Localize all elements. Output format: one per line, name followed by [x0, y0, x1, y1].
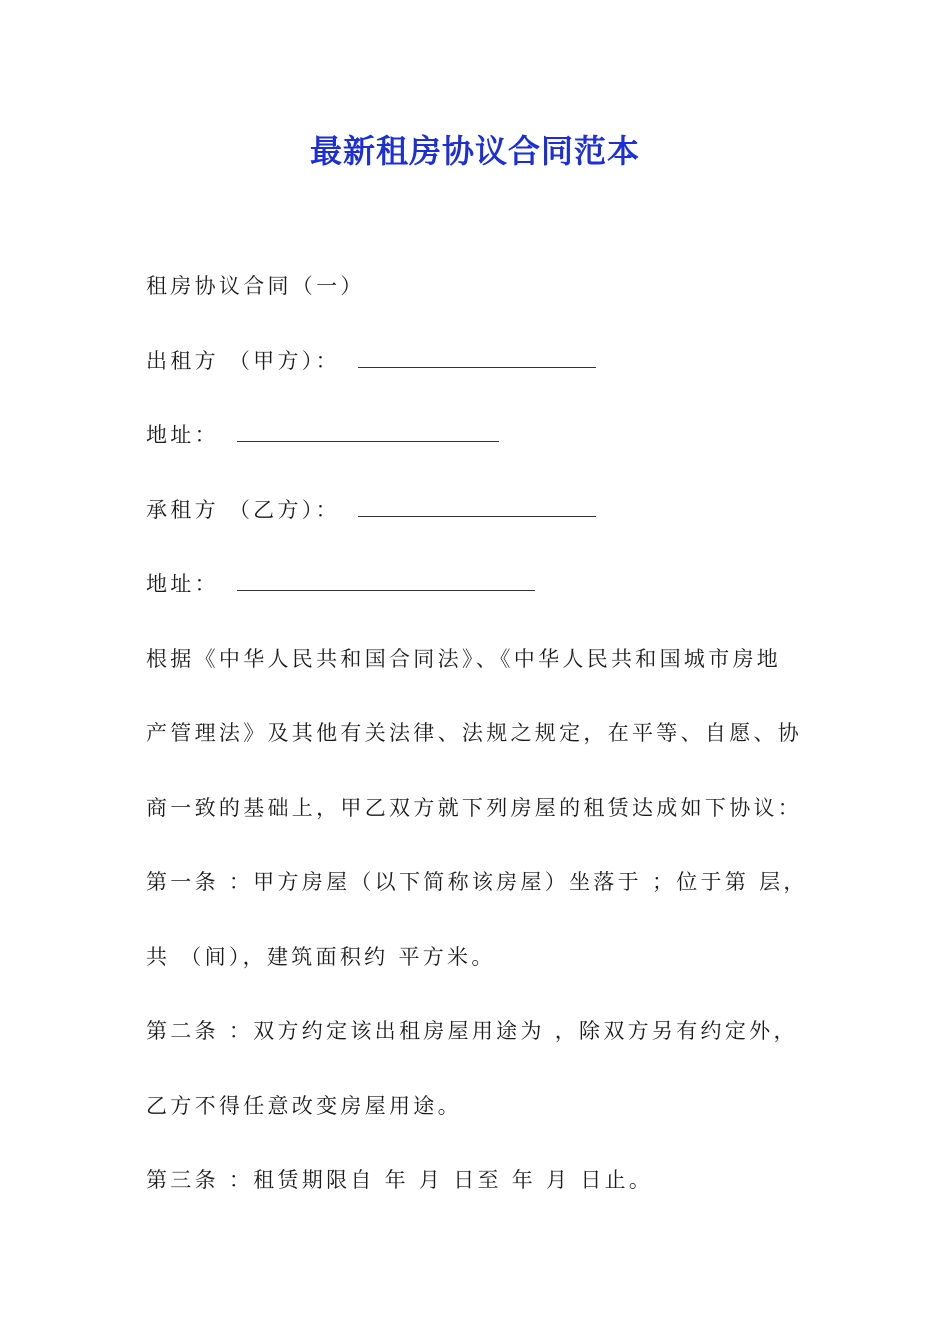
lessor-address-line: [146, 413, 806, 488]
lessee-blank: [358, 488, 596, 517]
paragraph-line: 商一致的基础上，甲乙双方就下列房屋的租赁达成如下协议：: [146, 795, 803, 820]
document-title: 最新租房协议合同范本: [309, 132, 640, 170]
lessor-blank: [358, 339, 596, 368]
lessor-address-blank: [237, 413, 499, 442]
paragraph-line: 根据《中华人民共和国合同法》、《中华人民共和国城市房地: [146, 646, 782, 671]
article-3-line: 第三条 ：租赁期限自 年 月 日至 年 月 日止。: [146, 1168, 654, 1192]
lessor-label: 出租方 （甲方）：: [146, 348, 340, 373]
article-2-line: 第二条 ：双方约定该出租房屋用途为 ，除双方另有约定外，: [146, 1019, 798, 1043]
article-1-line: 共 （间），建筑面积约 平方米。: [146, 944, 496, 969]
lessee-address-line: [146, 562, 806, 637]
section-heading-text: 租房协议合同（一）: [146, 274, 365, 298]
article-2-line: 乙方不得任意改变房屋用途。: [146, 1093, 462, 1118]
paragraph-line: 产管理法》及其他有关法律、法规之规定，在平等、自愿、协: [146, 721, 803, 745]
lessee-address-label: 地址：: [146, 572, 219, 596]
lessee-label: 承租方 （乙方）：: [146, 497, 340, 522]
lessee-address-blank: [237, 562, 535, 591]
document-body: [146, 264, 806, 1233]
lessee-line: [146, 488, 806, 563]
lessor-address-label: 地址：: [146, 423, 219, 447]
lessor-line: [146, 339, 806, 414]
article-1-line: 第一条 ：甲方房屋（以下简称该房屋）坐落于 ；位于第 层，: [146, 870, 808, 894]
section-heading: [146, 264, 806, 339]
